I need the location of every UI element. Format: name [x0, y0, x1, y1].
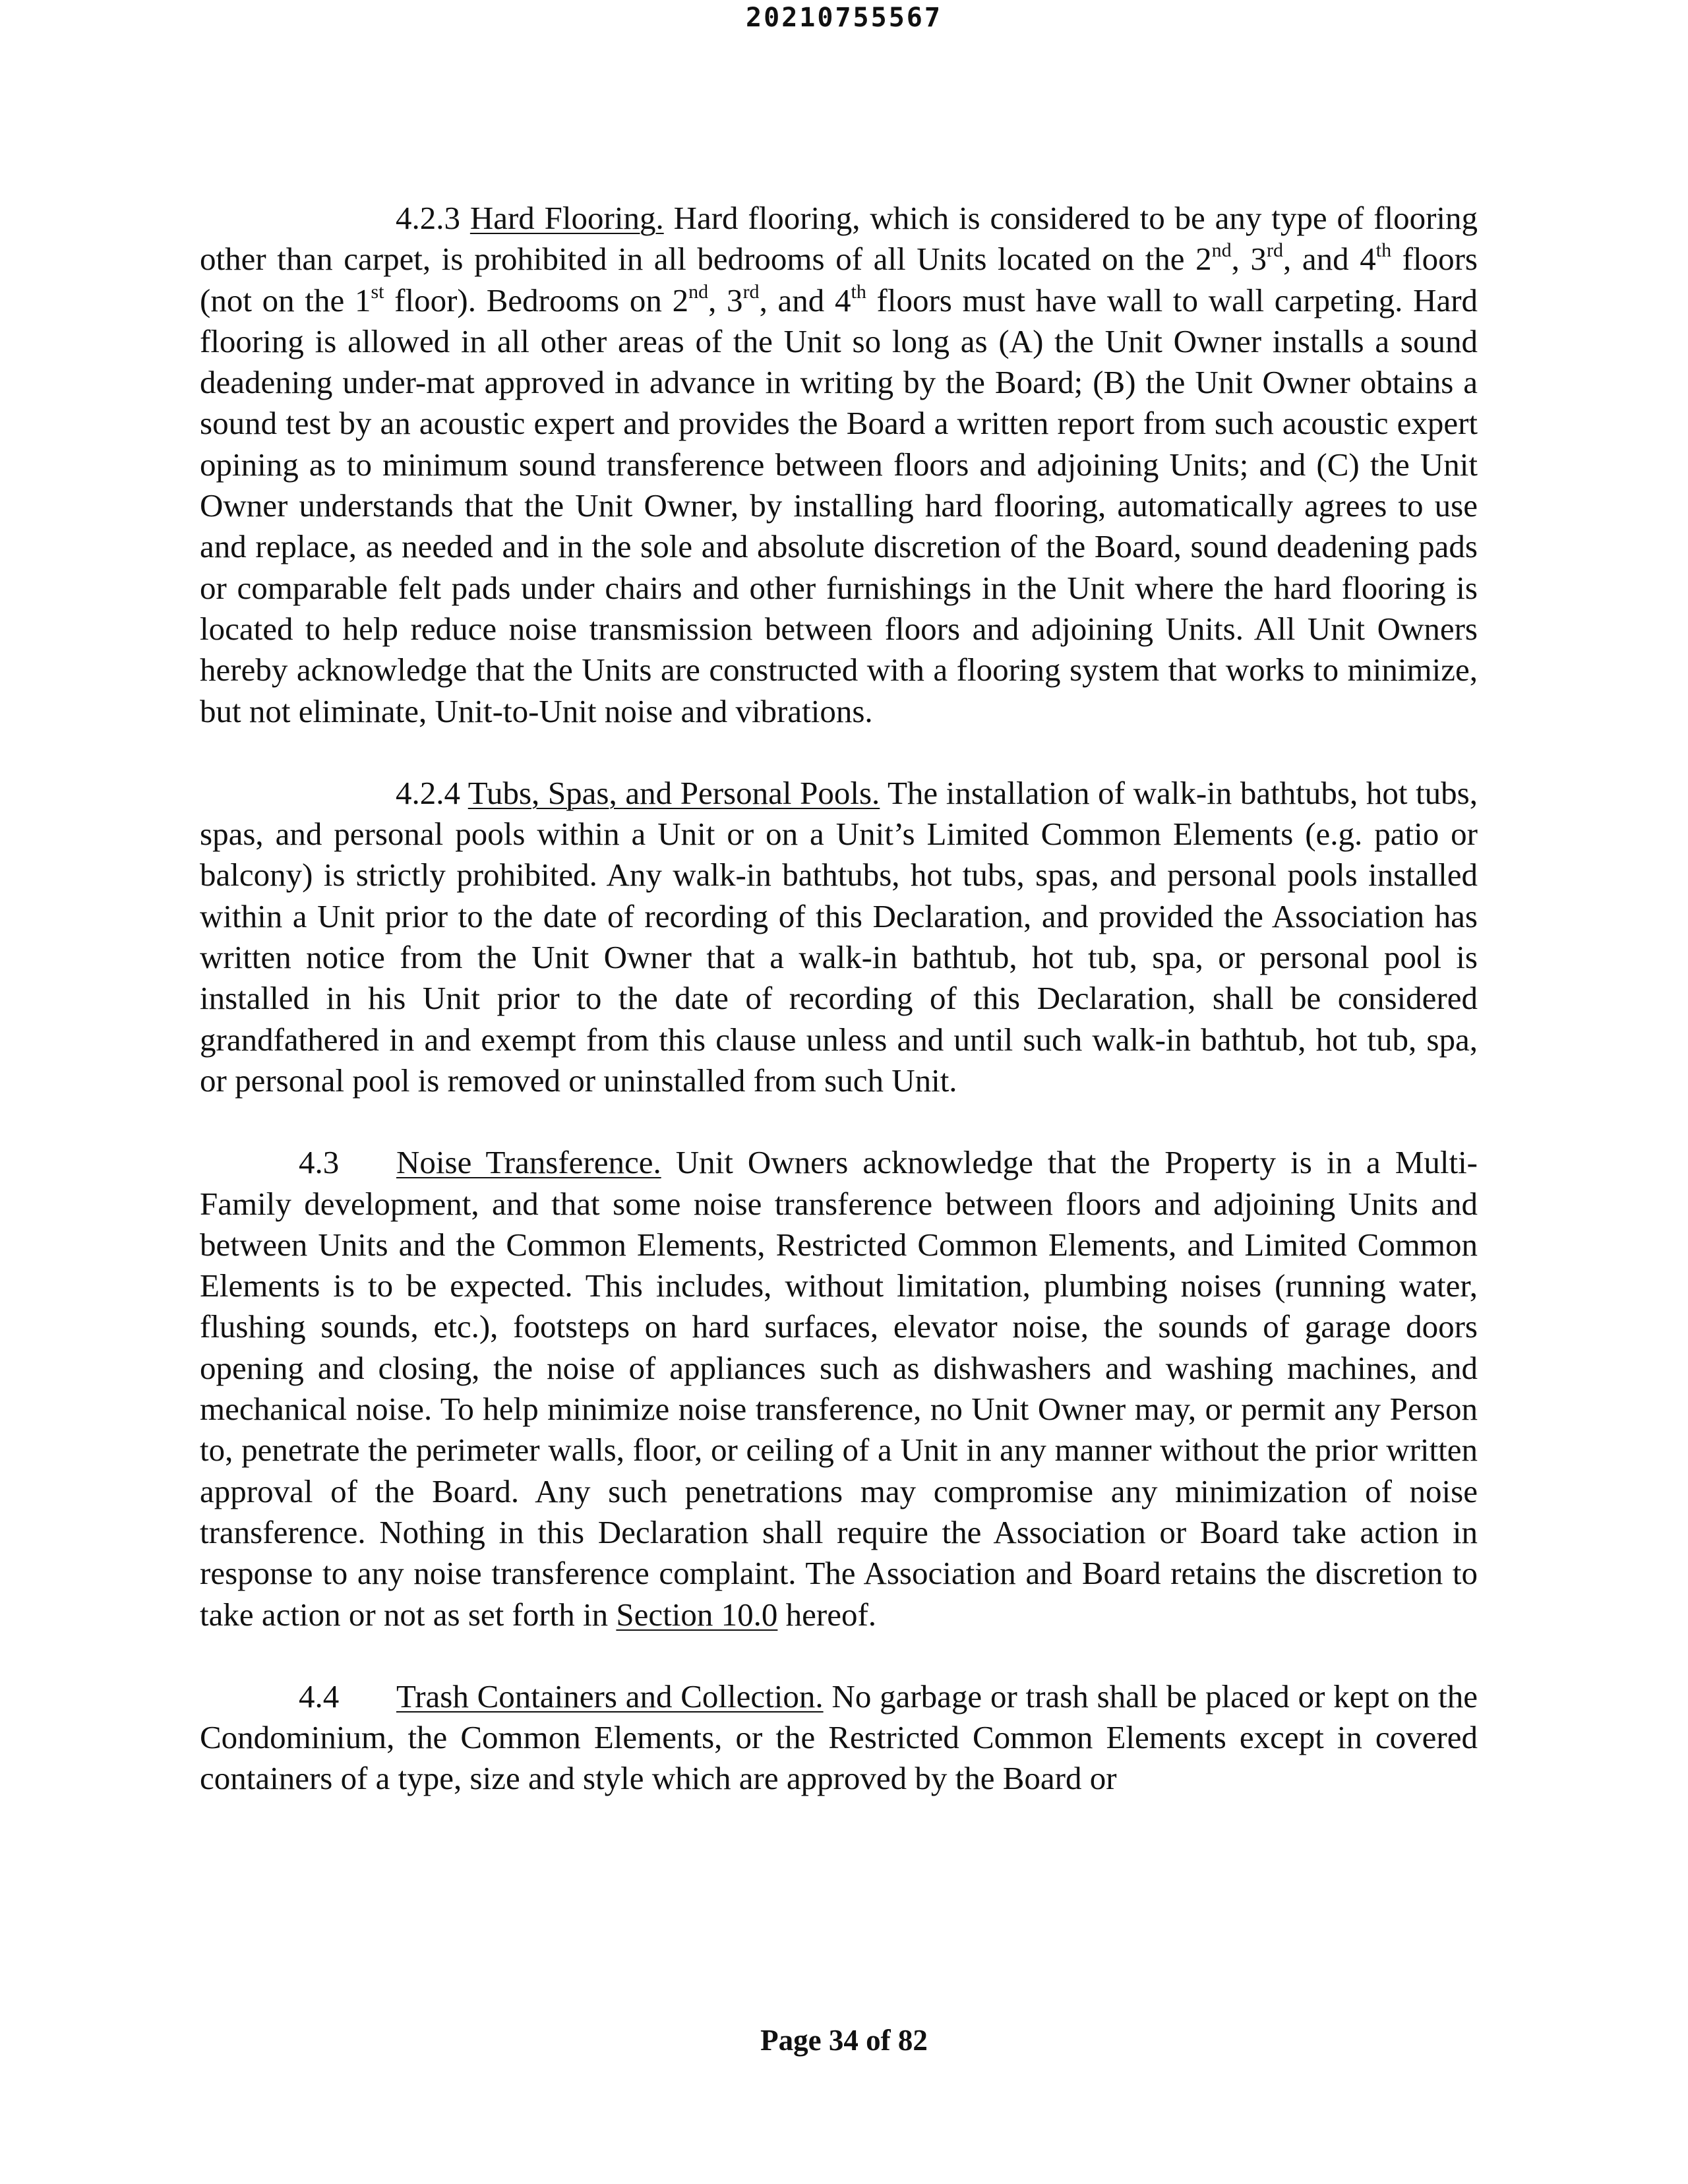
section-4-3 — [200, 1142, 1478, 1635]
section-title: Tubs, Spas, and Personal Pools. — [467, 774, 880, 811]
section-number: 4.2.3 — [396, 200, 460, 236]
section-reference-link: Section 10.0 — [616, 1596, 778, 1633]
section-text: The installation of walk-in bathtubs, hot tubs, spas, and personal pools within a Unit or on a Unit’s Limited Common Elements (e.g. patio or balcony) is strictly prohibited. Any walk-in bathtubs, hot tubs, spas, and personal pools installed within a Unit prior to the date of recording of this Declaration, and provided the Association has written notice from the Unit Owner that a walk-in bathtub, hot tub, spa, or personal pool is installed in his Unit prior to the date of recording of this Declaration, shall be considered grandfathered in and exempt from this clause unless and until such walk-in bathtub, hot tub, spa, or personal pool is removed or uninstalled from such Unit. — [200, 774, 1478, 1099]
section-title: Trash Containers and Collection. — [396, 1678, 824, 1714]
document-body — [200, 198, 1478, 1840]
section-text: , 3 — [1231, 241, 1267, 278]
superscript: rd — [1267, 239, 1284, 262]
superscript: th — [1375, 239, 1392, 262]
section-text: floors (not on the 1 — [200, 241, 1478, 318]
section-text: floors must have wall to wall carpeting. Hard flooring is allowed in all other areas of the Unit so long as (A) the Unit Owner installs a sound deadening under-mat approved in advance in writing by the Board; (B) the Unit Owner obtains a sound test by an acoustic expert and provides the Board a written report from such acoustic expert opining as to minimum sound transference between floors and adjoining Units; and (C) the Unit Owner understands that the Unit Owner, by installing hard flooring, automatically agrees to use and replace, as needed and in the sole and absolute discretion of the Board, sound deadening pads or comparable felt pads under chairs and other furnishings in the Unit where the hard flooring is located to help reduce noise transmission between floors and adjoining Units. All Unit Owners hereby acknowledge that the Units are constructed with a flooring system that works to minimize, but not eliminate, Unit-to-Unit noise and vibrations. — [200, 282, 1478, 729]
section-text: Hard flooring, which is considered to be any type of flooring other than carpet, is prohibited in all bedrooms of all Units located on the 2 — [200, 200, 1478, 278]
section-text: Unit Owners acknowledge that the Property is in a Multi-Family development, and that some noise transference between floors and adjoining Units and between Units and the Common Elements, Restricted Common Elements, and Limited Common Elements is to be expected. This includes, without limitation, plumbing noises (running water, flushing sounds, etc.), footsteps on hard surfaces, elevator noise, the sounds of garage doors opening and closing, the noise of appliances such as dishwashers and washing machines, and mechanical noise. To help minimize noise transference, no Unit Owner may, or permit any Person to, penetrate the perimeter walls, floor, or ceiling of a Unit in any manner without the prior written approval of the Board. Any such penetrations may compromise any minimization of noise transference. Nothing in this Declaration shall require the Association or Board take action in response to any noise transference complaint. The Association and Board retains the discretion to take action or not as set forth in — [200, 1144, 1478, 1633]
section-title: Hard Flooring. — [469, 200, 664, 236]
section-number: 4.3 — [299, 1144, 340, 1181]
section-4-4 — [200, 1676, 1478, 1800]
document-number: 20210755567 — [746, 3, 942, 33]
section-text: floor). Bedrooms on 2 — [384, 282, 689, 318]
section-text: No garbage or trash shall be placed or kept on the Condominium, the Common Elements, or the Restricted Common Elements except in covered containers of a type, size and style which are approved by the Board or — [200, 1678, 1478, 1797]
superscript: rd — [742, 280, 760, 303]
section-number: 4.4 — [299, 1678, 340, 1714]
section-4-2-3 — [200, 198, 1478, 732]
section-title: Noise Transference. — [396, 1144, 661, 1181]
section-text: hereof. — [777, 1596, 877, 1633]
section-text: , and 4 — [1283, 241, 1376, 278]
section-text: , 3 — [708, 282, 743, 318]
superscript: nd — [688, 280, 709, 303]
page-number: Page 34 of 82 — [760, 2024, 928, 2057]
superscript: st — [371, 280, 384, 303]
superscript: nd — [1211, 239, 1232, 262]
section-number: 4.2.4 — [396, 774, 460, 811]
section-text: , and 4 — [759, 282, 851, 318]
section-4-2-4 — [200, 773, 1478, 1101]
superscript: th — [851, 280, 866, 303]
